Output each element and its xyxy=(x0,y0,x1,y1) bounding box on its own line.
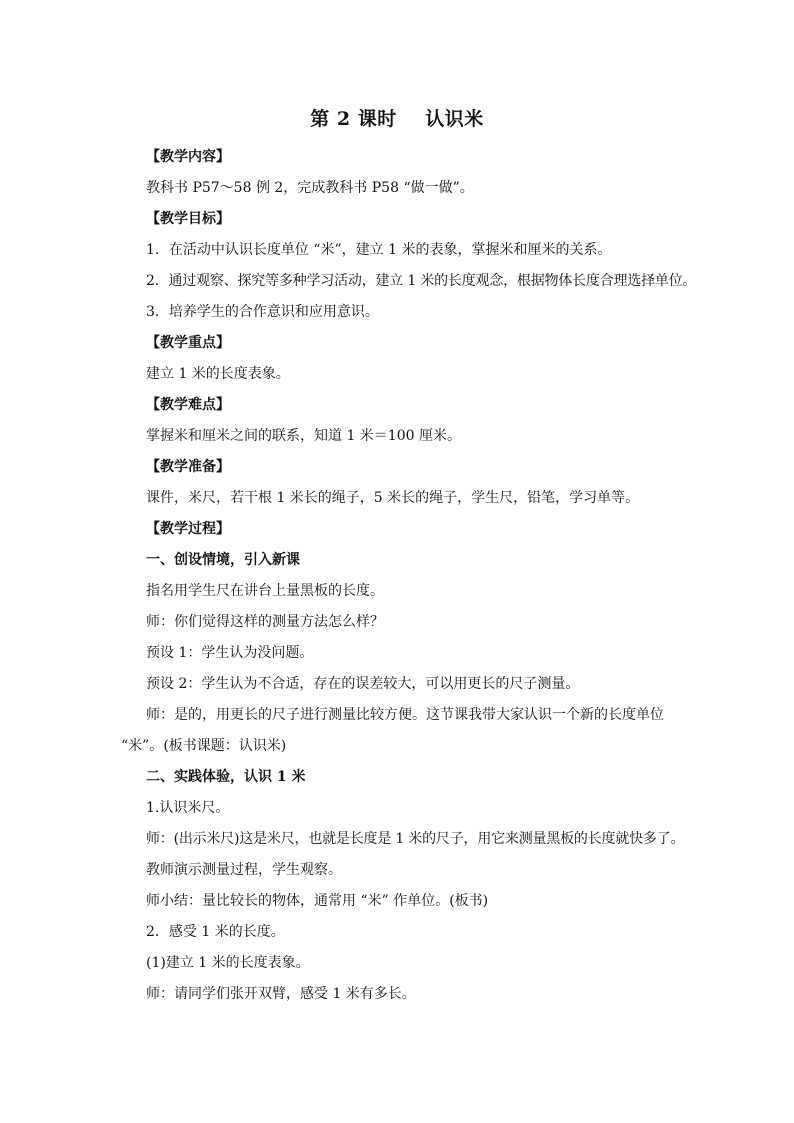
goal-item-2: 2．通过观察、探究等多种学习活动，建立 1 米的长度观念，根据物体长度合理选择单位。 xyxy=(146,273,697,289)
paragraph-step2-4: 师小结：量比较长的物体，通常用 “米” 作单位。(板书) xyxy=(146,893,489,909)
section-heading-key-point: 【教学重点】 xyxy=(146,335,230,351)
paragraph-preparation: 课件，米尺，若干根 1 米长的绳子，5 米长的绳子，学生尺，铅笔，学习单等。 xyxy=(146,490,640,506)
goal-item-1: 1．在活动中认识长度单位 “米”，建立 1 米的表象，掌握米和厘米的关系。 xyxy=(146,242,612,258)
section-heading-process: 【教学过程】 xyxy=(146,521,230,537)
paragraph-step2-5: 2．感受 1 米的长度。 xyxy=(146,924,285,940)
goal-item-3: 3．培养学生的合作意识和应用意识。 xyxy=(146,304,379,320)
section-heading-preparation: 【教学准备】 xyxy=(146,459,230,475)
paragraph-step2-7: 师：请同学们张开双臂，感受 1 米有多长。 xyxy=(146,986,416,1002)
section-heading-content: 【教学内容】 xyxy=(146,149,230,165)
paragraph-step1-5a: 师：是的，用更长的尺子进行测量比较方便。这节课我带大家认识一个新的长度单位 xyxy=(146,707,664,723)
paragraph-step1-2: 师：你们觉得这样的测量方法怎么样？ xyxy=(146,614,384,630)
paragraph-difficulty: 掌握米和厘米之间的联系，知道 1 米＝100 厘米。 xyxy=(146,428,461,444)
step-heading-1: 一、创设情境，引入新课 xyxy=(146,552,300,568)
document-body xyxy=(121,142,697,1010)
section-heading-difficulty: 【教学难点】 xyxy=(146,397,230,413)
section-heading-goals: 【教学目标】 xyxy=(146,211,230,227)
paragraph-content: 教科书 P57～58 例 2，完成教科书 P58 “做一做”。 xyxy=(146,180,474,196)
paragraph-step1-1: 指名用学生尺在讲台上量黑板的长度。 xyxy=(146,583,384,599)
paragraph-step2-6: (1)建立 1 米的长度表象。 xyxy=(146,955,310,971)
step-heading-2: 二、实践体验，认识 1 米 xyxy=(146,769,306,785)
page-title: 第 2 课时 认识米 xyxy=(310,108,484,130)
paragraph-step2-3: 教师演示测量过程，学生观察。 xyxy=(146,862,342,878)
paragraph-step2-1: 1.认识米尺。 xyxy=(146,800,230,816)
paragraph-step1-4: 预设 2：学生认为不合适，存在的误差较大，可以用更长的尺子测量。 xyxy=(146,676,580,692)
paragraph-step1-3: 预设 1：学生认为没问题。 xyxy=(146,645,314,661)
paragraph-step2-2: 师：(出示米尺)这是米尺，也就是长度是 1 米的尺子，用它来测量黑板的长度就快多了。 xyxy=(146,831,685,847)
paragraph-key-point: 建立 1 米的长度表象。 xyxy=(146,366,290,382)
paragraph-step1-5b: “米”。(板书课题：认识米) xyxy=(121,738,287,754)
